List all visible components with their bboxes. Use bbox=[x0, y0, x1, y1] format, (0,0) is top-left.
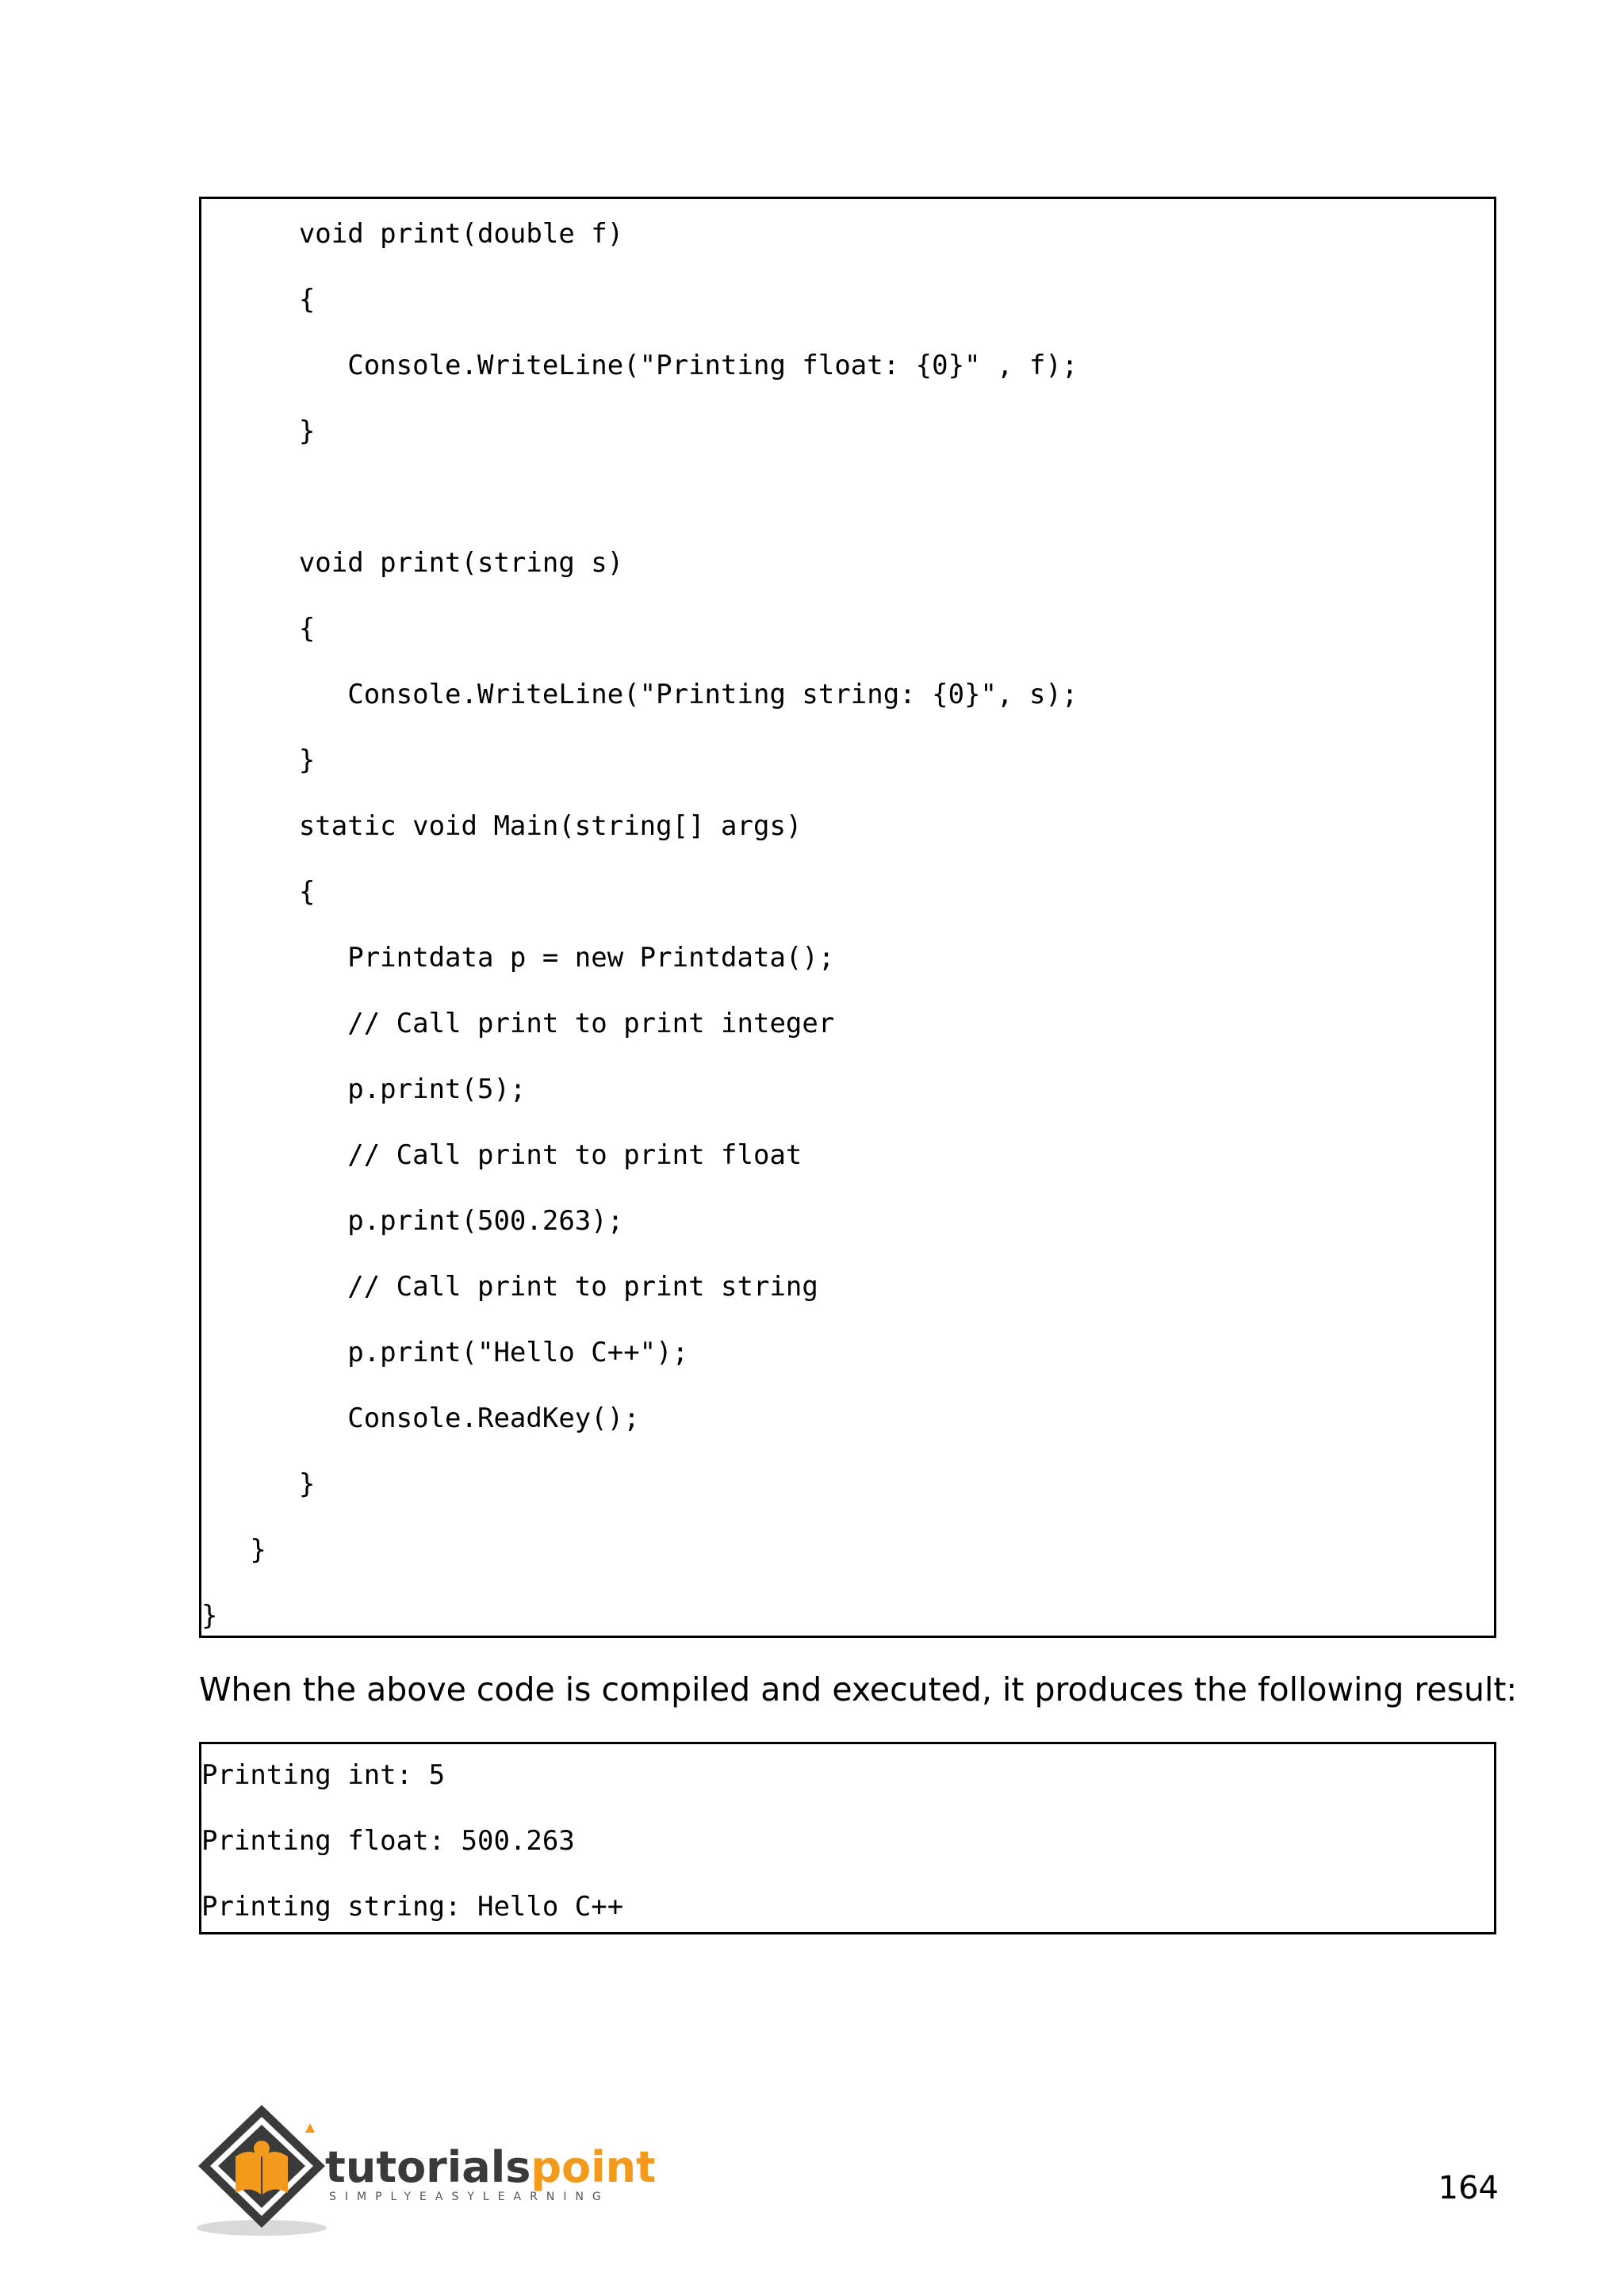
code-line: p.print(5); bbox=[201, 1073, 527, 1105]
code-line: { bbox=[201, 613, 316, 645]
logo-wordmark-part2: point bbox=[530, 2142, 654, 2192]
code-line: void print(string s) bbox=[201, 547, 624, 579]
output-line: Printing string: Hello C++ bbox=[201, 1891, 624, 1923]
code-line: void print(double f) bbox=[201, 218, 624, 250]
code-line: Printdata p = new Printdata(); bbox=[201, 942, 835, 974]
code-line: { bbox=[201, 876, 316, 908]
tutorialspoint-logo bbox=[194, 2101, 654, 2240]
code-line: // Call print to print integer bbox=[201, 1008, 835, 1039]
output-line: Printing int: 5 bbox=[201, 1759, 446, 1791]
code-line: } bbox=[201, 1534, 266, 1566]
code-line: } bbox=[201, 744, 316, 776]
code-block bbox=[199, 197, 1496, 1638]
code-line: } bbox=[201, 1600, 218, 1632]
code-line: { bbox=[201, 284, 316, 316]
code-line: } bbox=[201, 1468, 316, 1500]
page-number: 164 bbox=[1438, 2170, 1499, 2206]
code-line: Console.WriteLine("Printing float: {0}" , f); bbox=[201, 350, 1078, 381]
output-block bbox=[199, 1742, 1496, 1934]
code-line: p.print(500.263); bbox=[201, 1205, 624, 1237]
body-paragraph: When the above code is compiled and executed, it produces the following result: bbox=[199, 1670, 1518, 1709]
code-line: // Call print to print string bbox=[201, 1271, 818, 1303]
code-line: // Call print to print float bbox=[201, 1139, 802, 1171]
logo-tagline: SIMPLYEASYLEARNING bbox=[329, 2191, 610, 2203]
code-line: Console.ReadKey(); bbox=[201, 1402, 640, 1434]
code-line: static void Main(string[] args) bbox=[201, 810, 802, 842]
logo-wordmark bbox=[325, 2142, 654, 2192]
output-line: Printing float: 500.263 bbox=[201, 1825, 575, 1857]
code-line: } bbox=[201, 415, 316, 447]
code-line: Console.WriteLine("Printing string: {0}", s); bbox=[201, 679, 1078, 710]
code-line: p.print("Hello C++"); bbox=[201, 1337, 689, 1368]
logo-wordmark-part1: tutorials bbox=[325, 2142, 531, 2192]
